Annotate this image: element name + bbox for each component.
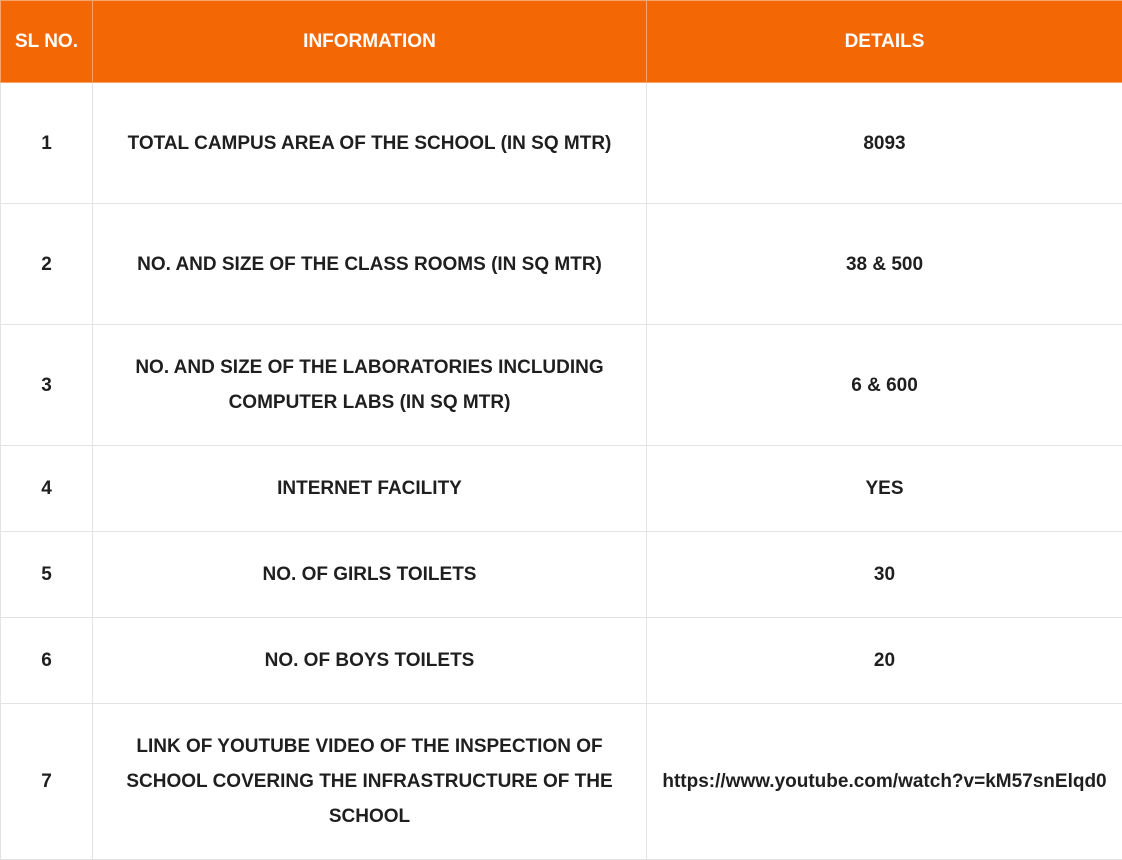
row-information: NO. AND SIZE OF THE LABORATORIES INCLUDING COMPUTER LABS (IN SQ MTR) [93,325,647,446]
header-details: DETAILS [647,1,1122,83]
row-sl-no: 3 [1,325,93,446]
header-sl-no: SL NO. [1,1,93,83]
table-row [1,325,1122,446]
row-details: YES [647,446,1122,532]
row-details: 20 [647,618,1122,704]
row-sl-no: 7 [1,704,93,860]
row-information: INTERNET FACILITY [93,446,647,532]
row-sl-no: 6 [1,618,93,704]
row-sl-no: 1 [1,83,93,204]
youtube-video-link[interactable]: https://www.youtube.com/watch?v=kM57snElqd0 [647,704,1122,860]
row-details: 6 & 600 [647,325,1122,446]
row-sl-no: 2 [1,204,93,325]
row-details: 8093 [647,83,1122,204]
header-row [1,1,1122,83]
row-information: LINK OF YOUTUBE VIDEO OF THE INSPECTION OF SCHOOL COVERING THE INFRASTRUCTURE OF THE SCHOOL [93,704,647,860]
table-row [1,618,1122,704]
table-row [1,532,1122,618]
table-row [1,83,1122,204]
table-header [1,1,1122,83]
table-row [1,446,1122,532]
row-details: 38 & 500 [647,204,1122,325]
table-row [1,204,1122,325]
row-information: NO. OF BOYS TOILETS [93,618,647,704]
table-row [1,704,1122,860]
table-body [1,83,1122,860]
row-information: NO. AND SIZE OF THE CLASS ROOMS (IN SQ MTR) [93,204,647,325]
header-information: INFORMATION [93,1,647,83]
row-sl-no: 5 [1,532,93,618]
row-details: 30 [647,532,1122,618]
row-information: TOTAL CAMPUS AREA OF THE SCHOOL (IN SQ MTR) [93,83,647,204]
row-information: NO. OF GIRLS TOILETS [93,532,647,618]
row-sl-no: 4 [1,446,93,532]
